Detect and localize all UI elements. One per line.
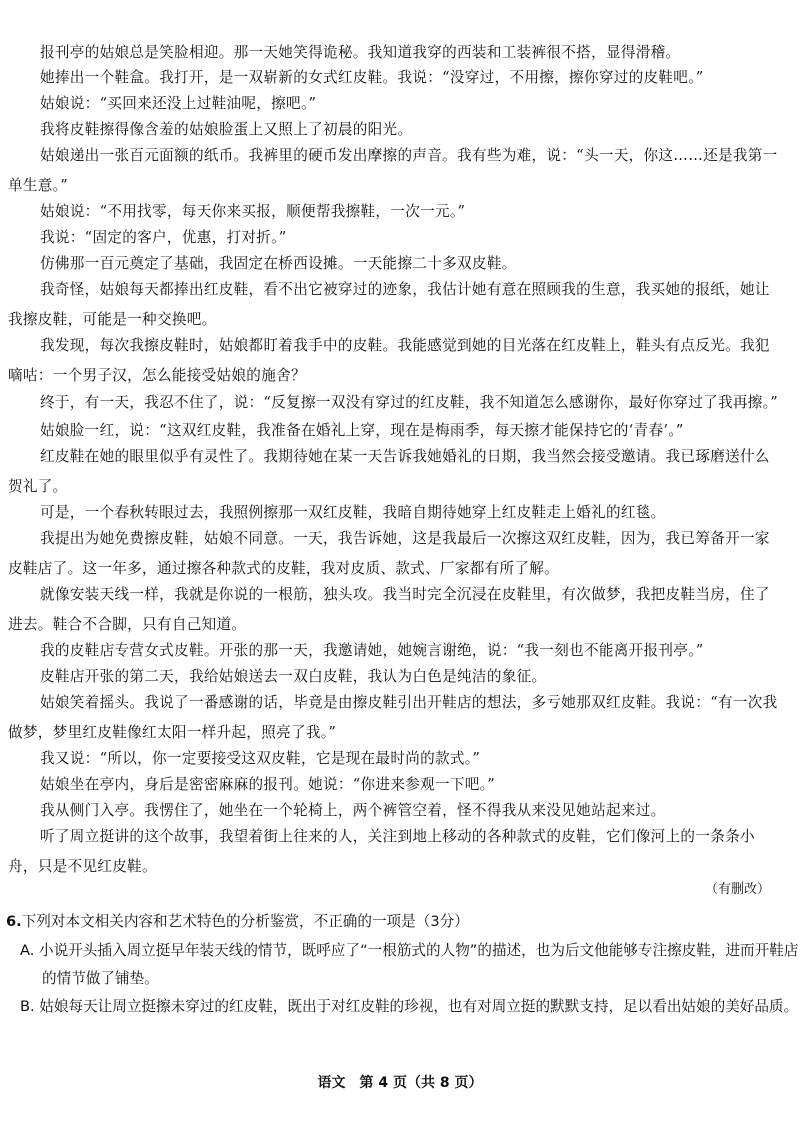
story-paragraph: 我的皮鞋店专营女式皮鞋。开张的那一天，我邀请她，她婉言谢绝，说：“我一刻也不能离开报刊亭。” <box>40 642 704 659</box>
story-paragraph: 她捧出一个鞋盒。我打开，是一双崭新的女式红皮鞋。我说：“没穿过，不用擦，擦你穿过的皮鞋吧。” <box>40 69 704 86</box>
page-footer: 语文 第 4 页（共 8 页） <box>317 1075 483 1091</box>
story-paragraph: 姑娘说：“买回来还没上过鞋油呢，擦吧。” <box>40 95 317 112</box>
story-paragraph: 姑娘说：“不用找零，每天你来买报，顺便帮我擦鞋，一次一元。” <box>40 203 466 220</box>
question-number: 6. <box>6 913 22 930</box>
story-paragraph: 我说：“固定的客户，优惠，打对折。” <box>40 229 287 246</box>
source-note: （有删改） <box>704 882 770 897</box>
story-paragraph: 就像安装天线一样，我就是你说的一根筋，独头攻。我当时完全沉浸在皮鞋里，有次做梦，我把皮鞋当房，住了进去。鞋合不合脚，只有自己知道。 <box>8 586 770 633</box>
question-text: 下列对本文相关内容和艺术特色的分析鉴赏，不正确的一项是（3分） <box>21 913 469 930</box>
story-paragraph: 姑娘递出一张百元面额的纸币。我裤里的硬币发出摩擦的声音。我有些为难，说：“头一天，你这……还是我第一单生意。” <box>8 147 778 194</box>
story-paragraph: 可是，一个春秋转眼过去，我照例擦那一双红皮鞋，我暗自期待她穿上红皮鞋走上婚礼的红毯。 <box>40 504 666 521</box>
option-a[interactable]: A. 小说开头插入周立挺早年装天线的情节，既呼应了“一根筋式的人物”的描述，也为后文他能够专注擦皮鞋，进而开鞋店的情节做了铺垫。 <box>20 942 799 987</box>
story-paragraph: 皮鞋店开张的第二天，我给姑娘送去一双白皮鞋，我认为白色是纯洁的象征。 <box>40 668 547 685</box>
story-paragraph: 听了周立挺讲的这个故事，我望着街上往来的人，关注到地上移动的各种款式的皮鞋，它们像河上的一条条小舟，只是不见红皮鞋。 <box>8 828 755 875</box>
story-paragraph: 我又说：“所以，你一定要接受这双皮鞋，它是现在最时尚的款式。” <box>40 750 481 767</box>
story-paragraph: 姑娘脸一红，说：“这双红皮鞋，我准备在婚礼上穿，现在是梅雨季，每天擦才能保持它的‘青春’。” <box>40 422 684 439</box>
story-paragraph: 报刊亭的姑娘总是笑脸相迎。那一天她笑得诡秘。我知道我穿的西装和工装裤很不搭，显得滑稽。 <box>40 44 681 61</box>
story-paragraph: 姑娘笑着摇头。我说了一番感谢的话，毕竟是由擦皮鞋引出开鞋店的想法，多亏她那双红皮鞋。我说：“有一次我做梦，梦里红皮鞋像红太阳一样升起，照亮了我。” <box>8 694 778 741</box>
story-paragraph: 我从侧门入亭。我愣住了，她坐在一个轮椅上，两个裤管空着，怪不得我从来没见她站起来过。 <box>40 802 666 819</box>
story-paragraph: 仿佛那一百元奠定了基础，我固定在桥西设摊。一天能擦二十多双皮鞋。 <box>40 255 517 272</box>
story-paragraph: 红皮鞋在她的眼里似乎有灵性了。我期待她在某一天告诉我她婚礼的日期，我当然会接受邀请。我已琢磨送什么贺礼了。 <box>8 448 770 495</box>
story-paragraph: 我将皮鞋擦得像含羞的姑娘脸蛋上又照上了初晨的阳光。 <box>40 121 413 138</box>
story-paragraph: 我奇怪，姑娘每天都捧出红皮鞋，看不出它被穿过的迹象，我估计她有意在照顾我的生意，我买她的报纸，她让我擦皮鞋，可能是一种交换吧。 <box>8 281 770 328</box>
story-paragraph: 姑娘坐在亭内，身后是密密麻麻的报刊。她说：“你进来参观一下吧。” <box>40 776 496 793</box>
question-stem <box>6 910 786 934</box>
story-paragraph: 我提出为她免费擦皮鞋，姑娘不同意。一天，我告诉她，这是我最后一次擦这双红皮鞋，因为，我已筹备开一家皮鞋店了。这一年多，通过擦各种款式的皮鞋，我对皮质、款式、厂家都有所了解。 <box>8 530 770 577</box>
story-paragraph: 我发现，每次我擦皮鞋时，姑娘都盯着我手中的皮鞋。我能感觉到她的目光落在红皮鞋上，鞋头有点反光。我犯嘀咕：一个男子汉，怎么能接受姑娘的施舍？ <box>8 337 770 384</box>
option-b[interactable]: B. 姑娘每天让周立挺擦未穿过的红皮鞋，既出于对红皮鞋的珍视，也有对周立挺的默默支持，足以看出姑娘的美好品质。 <box>20 998 799 1015</box>
story-paragraph: 终于，有一天，我忍不住了，说：“反复擦一双没有穿过的红皮鞋，我不知道怎么感谢你，最好你穿过了我再擦。” <box>40 394 779 411</box>
